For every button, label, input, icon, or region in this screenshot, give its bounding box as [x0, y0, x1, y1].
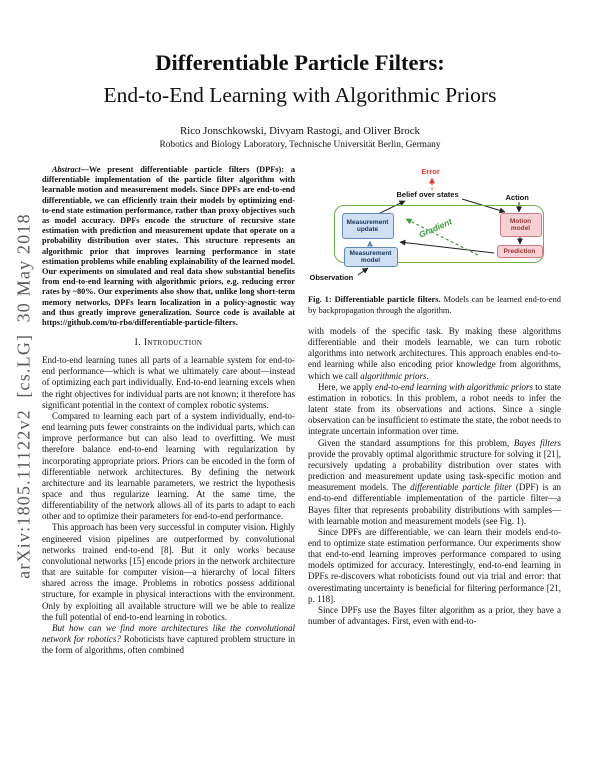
left-column — [42, 165, 295, 656]
section-heading-introduction: I. Introduction — [134, 337, 203, 349]
affiliation: Robotics and Biology Laboratory, Technische Universität Berlin, Germany — [159, 140, 441, 150]
paper-title-line1: Differentiable Particle Filters: — [155, 50, 445, 75]
paragraph — [308, 326, 561, 382]
text-run: end-to-end learning with algorithmic priors — [374, 381, 533, 392]
text-run: differentiable particle filter — [410, 482, 512, 493]
text-run: Models can be learned end-to-end by backpropagation through the algorithm. — [308, 295, 561, 315]
text-run: Bayes filters — [513, 437, 561, 448]
text-run: algorithmic priors — [360, 370, 427, 381]
paragraph — [42, 623, 295, 656]
paragraph — [42, 522, 295, 622]
text-run: Abstract — [52, 165, 81, 174]
measurement-update-box: Measurement update — [342, 213, 394, 239]
text-run: Differentiable particle filters. — [334, 295, 441, 304]
text-run: Compared to learning each part of a system individually, end-to-end learning puts fewer constraints on the individual parts, which can improve performance but can also lead to overfitting. We must therefore balance end-to-end learning with regularization by incorporating appropriate priors. Priors can be encoded in the form of differentiable network architectures. By defining the network architecture and its learnable parameters, we restrict the hypothesis space and thus regularize learning. At the same time, the differentiability of the network allows all of its parts to adapt to each other and to optimize their parameters for end-to-end performance. — [42, 410, 295, 522]
figure-1 — [308, 167, 561, 316]
text-run: Given the standard assumptions for this problem, — [318, 437, 514, 448]
right-column-paragraphs — [308, 326, 561, 627]
error-label: Error — [421, 167, 440, 176]
text-run: provide the provably optimal algorithmic structure for solving it [21], recursively updating a probability distribution over states with prediction and measurement update using task-specific motion and measurement models. The — [308, 448, 561, 493]
figure-number: Fig. 1: — [308, 295, 335, 304]
authors: Rico Jonschkowski, Divyam Rastogi, and Oliver Brock — [180, 125, 420, 137]
text-run: Roboticists have captured problem structure in the form of algorithms, often combined — [42, 634, 295, 656]
two-column-body — [42, 165, 567, 656]
text-run: Here, we apply — [318, 381, 375, 392]
observation-label: Observation — [309, 273, 354, 282]
text-run: End-to-end learning tunes all parts of a learnable system for end-to-end performance—which is what we ultimately care about—instead of optimizing each part individually. End-to-end learning excels when the right objectives for individual parts are not known; it therefore has significant potential in the context of complex robotic systems. — [42, 355, 295, 410]
right-column — [308, 165, 561, 656]
text-run: But how can we find more architectures like the convolutional network for robotics? — [42, 622, 295, 645]
paragraph — [308, 527, 561, 605]
arxiv-watermark: arXiv:1805.11122v2 [cs.LG] 30 May 2018 — [13, 213, 34, 579]
text-run: . — [426, 370, 429, 381]
gradient-label: Gradient — [416, 216, 453, 240]
paragraph — [308, 605, 561, 627]
text-run: Since DPFs are differentiable, we can learn their models end-to-end to optimize state estimation performance. Our experiments show that end-to-end learning improves performance compared to using models optimized for accuracy. Interestingly, end-to-end learning in DPFs re-discovers what roboticists found out via trial and error: that overestimating uncertainty is beneficial for filtering performance [21, p. 118]. — [308, 526, 561, 604]
paragraph — [308, 438, 561, 527]
dpf-diagram — [310, 167, 560, 287]
text-run: —We present differentiable particle filters (DPFs): a differentiable implementation of the particle filter algorithm with learnable motion and measurement models. Since DPFs are end-to-end differentiable, we can efficiently train their models by optimizing end-to-end state estimation performance, rather than proxy objectives such as model accuracy. DPFs encode the structure of recursive state estimation with prediction and measurement update that operate on a probability distribution over states. This structure represents an algorithmic prior that improves learning performance in state estimation problems while enabling explainability of the learned model. Our experiments on simulated and real data show substantial benefits from end-to-end learning with algorithmic priors, e.g. reducing error rates by ~80%. Our experiments also show that, unlike long short-term memory networks, DPFs learn localization in a policy-agnostic way and thus greatly improve generalization. Source code is available at — [42, 165, 295, 317]
prediction-box: Prediction — [497, 245, 543, 258]
abstract — [42, 165, 295, 328]
action-label: Action — [505, 193, 529, 202]
paper-header — [0, 0, 600, 150]
paragraph — [42, 411, 295, 523]
paragraph — [42, 355, 295, 411]
figure-caption — [308, 295, 561, 316]
text-run: (DPF) is an end-to-end differentiable implementation of the particle filter—a Bayes filter that represents probability distributions with samples—with learnable motion and measurement models (see Fig. 1). — [308, 482, 561, 526]
paper-title-line2: End-to-End Learning with Algorithmic Priors — [103, 83, 497, 107]
measurement-model-box: Measurement model — [344, 247, 398, 267]
paragraph — [308, 382, 561, 438]
text-run: with models of the specific task. By making these algorithms differentiable and their models learnable, we can turn robotic algorithms into network architectures. This approach enables end-to-end learning while also encoding prior knowledge from algorithms, which we call — [308, 326, 561, 381]
text-run: to state estimation in robotics. In this problem, a robot needs to infer the latent state from its observations and actions. Since a single observation can be insufficient to estimate the state, the robot needs to integrate uncertain information over time. — [308, 381, 561, 437]
left-column-paragraphs — [42, 355, 295, 656]
text-run: . — [235, 318, 238, 328]
belief-over-states-label: Belief over states — [396, 190, 459, 199]
source-code-url[interactable]: https://github.com/tu-rbo/differentiable-particle-filters — [42, 318, 236, 328]
motion-model-box: Motion model — [500, 213, 542, 237]
text-run: This approach has been very successful in computer vision. Highly engineered vision pipelines are outperformed by convolutional networks trained end-to-end [8]. But it only works because convolutional networks [15] encode priors in the network architecture that are suitable for computer vision—a hierarchy of local filters shared across the image. Problems in robotics possess additional structure, for example in physical interactions with the environment. Only by exploiting all available structure will we be able to realize the full potential of end-to-end learning in robotics. — [42, 522, 295, 622]
text-run: Since DPFs use the Bayes filter algorithm as a prior, they have a number of advantages. First, even with end-to- — [308, 604, 561, 627]
